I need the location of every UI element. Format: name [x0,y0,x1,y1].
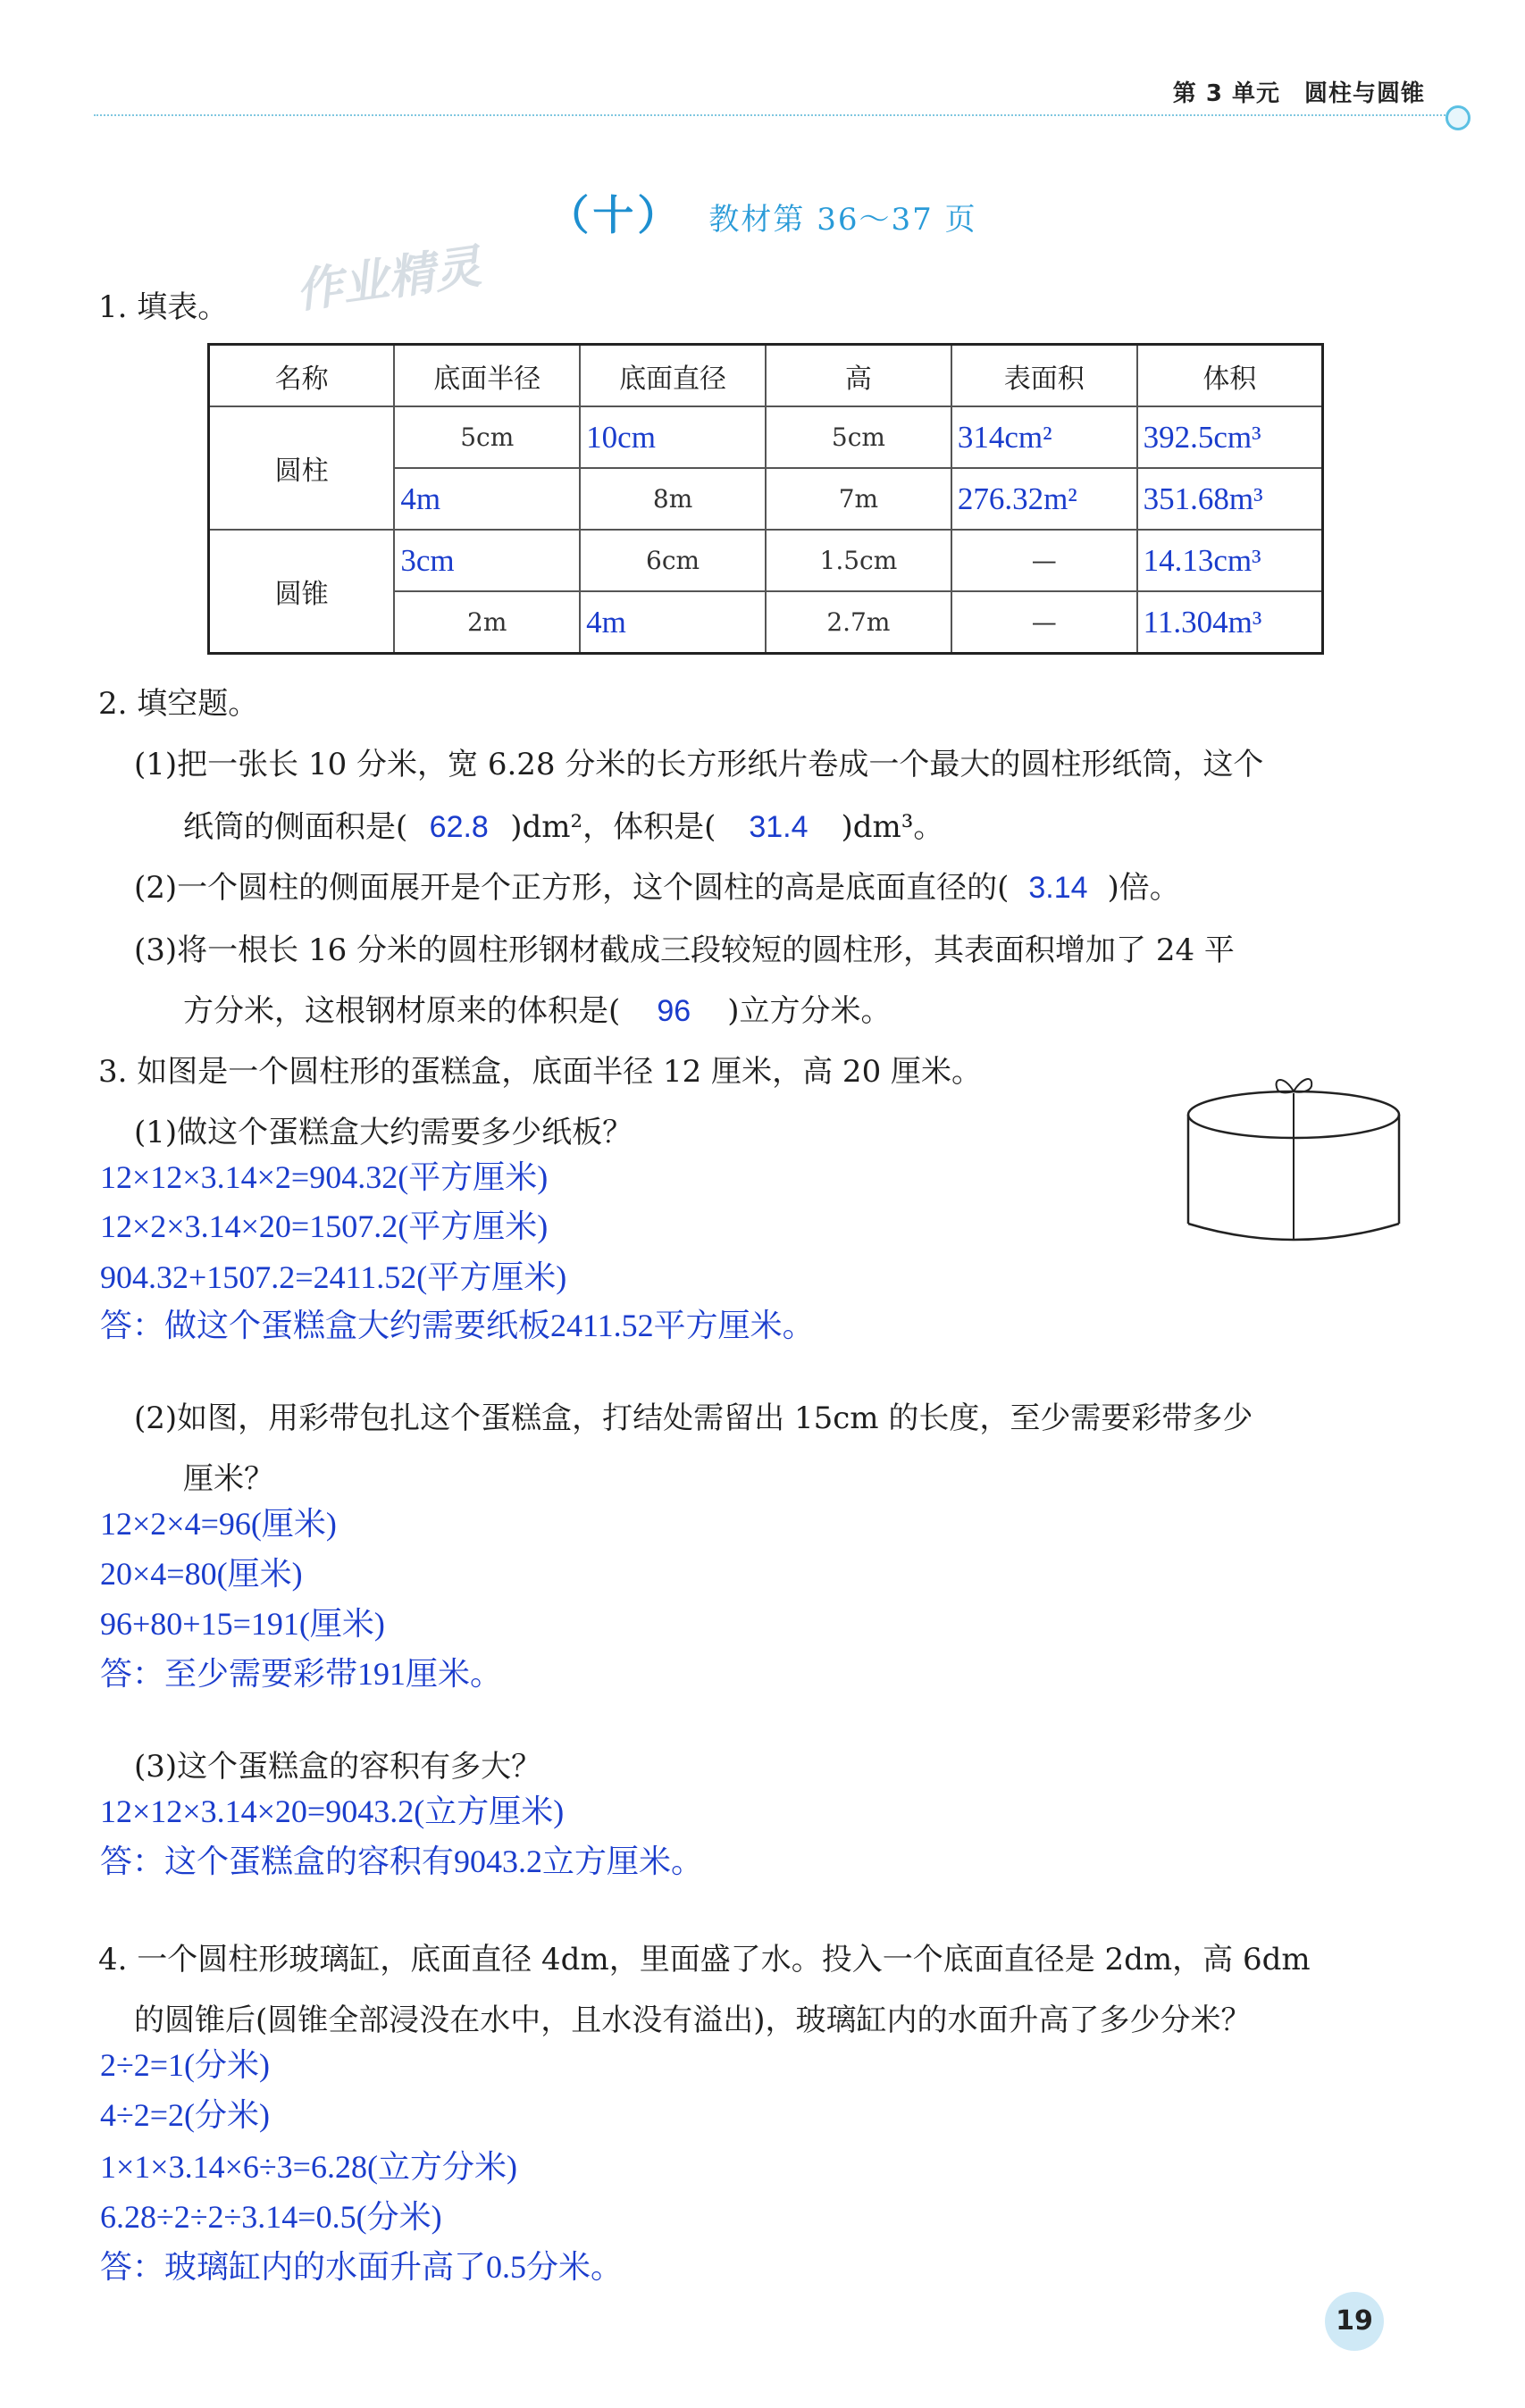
answer-line: 4÷2=2(分米) [100,2097,271,2133]
table-cell [580,468,766,530]
text: )dm³。 [841,809,944,845]
answer-line: 2÷2=1(分米) [100,2047,271,2083]
section-subtitle: 教材第 36～37 页 [708,202,977,238]
text: )立方分米。 [727,993,892,1029]
table-cell [766,406,951,468]
table-row [209,406,1323,468]
table-cell [766,591,951,654]
q3-sub2-line2: 厘米？ [183,1461,274,1497]
answer-radius: 4m [394,468,580,530]
table-header-cell: 底面半径 [394,345,580,407]
table-cell [394,591,580,654]
answer-line: 12×2×3.14×20=1507.2(平方厘米) [100,1208,549,1244]
answer-blank: 62.8 [429,810,489,844]
q2-p2-line [134,863,1180,907]
answer-line: 1×1×3.14×6÷3=6.28(立方分米) [100,2149,517,2185]
text: )倍。 [1107,870,1180,906]
header-circle-icon [1445,105,1471,130]
given-height: 5cm [831,422,885,452]
table-header-cell: 体积 [1137,345,1323,407]
q3-sub3: (3)这个蛋糕盒的容积有多大？ [134,1749,542,1785]
watermark: 作业精灵 [292,239,484,320]
answer-blank: 96 [657,994,691,1028]
unit-header: 第 3 单元 圆柱与圆锥 [1172,80,1425,107]
answer-volume: 351.68m³ [1137,468,1323,530]
table-cell [951,591,1137,654]
answer-line: 904.32+1507.2=2411.52(平方厘米) [100,1259,567,1295]
text: )dm²，体积是( [510,809,716,845]
header-divider [94,114,1456,116]
row-label-cylinder: 圆柱 [209,406,395,530]
table-header-cell: 表面积 [951,345,1137,407]
q4-line2: 的圆锥后(圆锥全部浸没在水中，且水没有溢出)，玻璃缸内的水面升高了多少分米？ [134,2002,1252,2038]
given-diameter: 8m [652,484,693,514]
answer-diameter: 10cm [580,406,766,468]
surface-dash: — [1031,546,1057,575]
answer-blank: 31.4 [749,810,809,844]
answer-surface: 276.32m² [951,468,1137,530]
cake-box-figure [1179,1072,1412,1250]
table-cell [766,468,951,530]
answer-blank: 3.14 [1028,871,1088,905]
text: (2)一个圆柱的侧面展开是个正方形，这个圆柱的高是底面直径的( [134,870,1010,906]
answer-volume: 392.5cm³ [1137,406,1323,468]
given-radius: 5cm [460,422,515,452]
answer-radius: 3cm [394,530,580,591]
answer-line: 12×2×4=96(厘米) [100,1506,337,1542]
answer-volume: 14.13cm³ [1137,530,1323,591]
q1-table [207,343,1324,655]
q4-line1: 4. 一个圆柱形玻璃缸，底面直径 4dm，里面盛了水。投入一个底面直径是 2dm，高 6dm [98,1942,1311,1977]
q2-p1-line2 [183,802,943,846]
answer-surface: 314cm² [951,406,1137,468]
given-radius: 2m [467,607,507,637]
given-height: 2.7m [826,607,891,637]
given-height: 7m [838,484,879,514]
answer-line: 答：这个蛋糕盒的容积有9043.2立方厘米。 [100,1844,704,1879]
table-cell [580,530,766,591]
table-header-row [209,345,1323,407]
table-cell [951,530,1137,591]
q2-p3-line1: (3)将一根长 16 分米的圆柱形钢材截成三段较短的圆柱形，其表面积增加了 24 平 [134,932,1235,968]
q2-p3-line2 [183,986,892,1030]
text: 方分米，这根钢材原来的体积是( [183,993,621,1029]
answer-line: 20×4=80(厘米) [100,1556,303,1592]
q2-title: 2. 填空题。 [98,686,259,722]
answer-line: 答：做这个蛋糕盒大约需要纸板2411.52平方厘米。 [100,1308,815,1343]
table-cell [394,406,580,468]
table-row [209,530,1323,591]
answer-volume: 11.304m³ [1137,591,1323,654]
table-header-cell: 底面直径 [580,345,766,407]
q3-sub2-line1: (2)如图，用彩带包扎这个蛋糕盒，打结处需留出 15cm 的长度，至少需要彩带多少 [134,1400,1253,1436]
answer-line: 12×12×3.14×20=9043.2(立方厘米) [100,1793,565,1829]
answer-diameter: 4m [580,591,766,654]
table-cell [766,530,951,591]
q1-title: 1. 填表。 [98,289,229,325]
answer-line: 答：玻璃缸内的水面升高了0.5分米。 [100,2249,624,2285]
given-height: 1.5cm [819,546,898,575]
section-number: （十） [548,191,683,239]
table-header-cell: 名称 [209,345,395,407]
answer-line: 96+80+15=191(厘米) [100,1606,385,1642]
given-diameter: 6cm [646,546,700,575]
answer-line: 答：至少需要彩带191厘米。 [100,1656,503,1692]
section-title [0,183,1525,242]
q3-title: 3. 如图是一个圆柱形的蛋糕盒，底面半径 12 厘米，高 20 厘米。 [98,1054,983,1090]
answer-line: 6.28÷2÷2÷3.14=0.5(分米) [100,2199,442,2235]
q3-sub1: (1)做这个蛋糕盒大约需要多少纸板？ [134,1115,633,1150]
text: 纸筒的侧面积是( [183,809,408,845]
table-header-cell: 高 [766,345,951,407]
answer-line: 12×12×3.14×2=904.32(平方厘米) [100,1159,549,1195]
q2-p1-line1: (1)把一张长 10 分米，宽 6.28 分米的长方形纸片卷成一个最大的圆柱形纸筒，这个 [134,747,1264,782]
page-number: 19 [1325,2292,1384,2351]
row-label-cone: 圆锥 [209,530,395,654]
surface-dash: — [1031,607,1057,637]
